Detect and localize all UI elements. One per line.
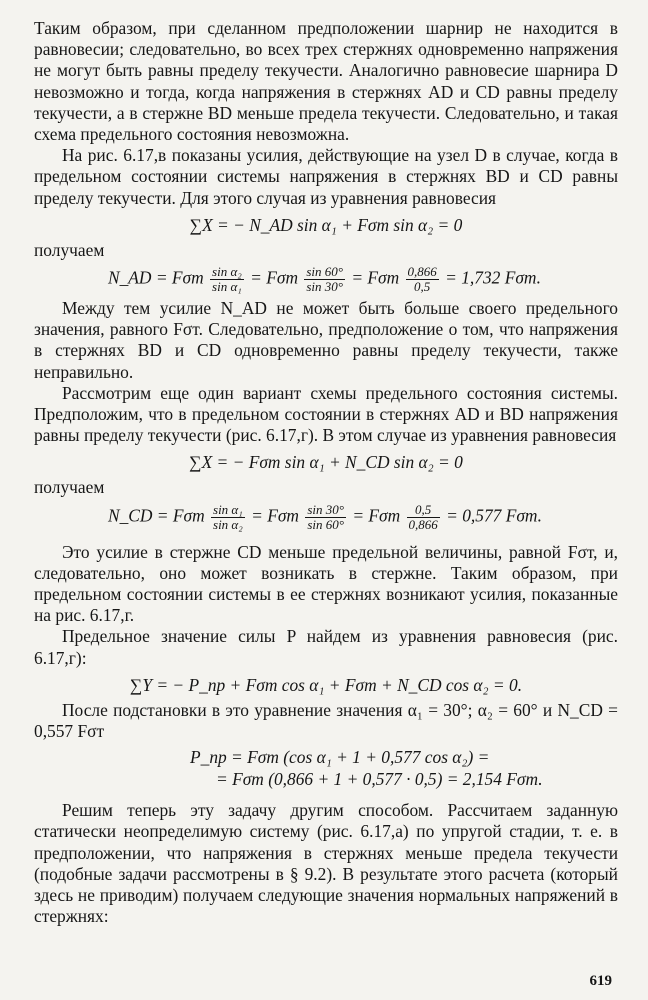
fraction-numerator: sin 60° bbox=[306, 264, 343, 280]
eq-n-cd-mid-1: = Fσт bbox=[251, 505, 299, 526]
fraction-numerator: sin α₁ bbox=[213, 501, 243, 517]
paragraph-9: После подстановки в это уравнение значения α₁ = 30°; α₂ = 60° и N_CD = 0,557 Fσт bbox=[34, 699, 618, 742]
equation-n-cd bbox=[108, 503, 618, 532]
fraction-numerator: 0,866 bbox=[407, 264, 437, 280]
page-number: 619 bbox=[589, 973, 612, 989]
fraction-numerator: 0,5 bbox=[407, 503, 440, 518]
paragraph-2: На рис. 6.17,в показаны усилия, действующие на узел D в случае, когда в предельном состоянии системы напряжения в стержнях BD и CD равны пределу текучести. Для этого случая из уравнения равновесия bbox=[34, 145, 618, 208]
equation-n-ad bbox=[108, 265, 618, 294]
eq-n-cd-rhs: = 0,577 Fσт. bbox=[446, 505, 543, 526]
eq-n-cd-mid-2: = Fσт bbox=[352, 505, 401, 526]
fraction-denominator: 0,866 bbox=[408, 516, 438, 532]
paragraph-4: Между тем усилие N_AD не может быть больше своего предельного значения, равного Fσт. Следовательно, предположение о том, что напряжения в стержнях BD и CD одновременно равны пределу текучести, также неправильно. bbox=[34, 298, 618, 382]
eq-n-ad-mid-1: = Fσт bbox=[250, 267, 298, 288]
eq-n-cd-fraction-2 bbox=[305, 503, 346, 532]
equation-p-limit bbox=[190, 746, 618, 790]
eq-n-ad-fraction-2 bbox=[304, 265, 345, 294]
fraction-numerator: sin α₂ bbox=[212, 264, 242, 280]
eq-p-limit-line-1: P_пр = Fσт (cos α₁ + 1 + 0,577 cos α₂) = bbox=[190, 747, 490, 768]
equation-sum-x-1: ∑X = − N_AD sin α₁ + Fσт sin α₂ = 0 bbox=[189, 214, 463, 235]
paragraph-1: Таким образом, при сделанном предположении шарнир не находится в равновесии; следовательно, во всех трех стержнях одновременно напряжения не могут быть равны пределу текучести. Аналогично равновесие шарнира D невозможно и тогда, когда напряжения в стержнях AD и CD равны пределу текучести, а в стержне BD меньше предела текучести. Следовательно, и такая схема предельного состояния невозможна. bbox=[34, 18, 618, 145]
fraction-denominator: 0,5 bbox=[414, 279, 431, 295]
eq-n-cd-fraction-3 bbox=[407, 503, 440, 532]
paragraph-8: Предельное значение силы P найдем из уравнения равновесия (рис. 6.17,г): bbox=[34, 626, 618, 668]
paragraph-6: получаем bbox=[34, 477, 105, 498]
eq-n-cd-lhs: N_CD = Fσт bbox=[108, 505, 205, 526]
eq-n-ad-lhs: N_AD = Fσт bbox=[108, 267, 204, 288]
eq-n-ad-fraction-1 bbox=[210, 265, 244, 294]
fraction-denominator: sin α₂ bbox=[213, 516, 243, 532]
paragraph-10: Решим теперь эту задачу другим способом. Рассчитаем заданную статически неопределимую систему (рис. 6.17,а) по упругой стадии, т. е. в предположении, что напряжения в стержнях меньше предела текучести (подобные задачи рассмотрены в § 9.2). В результате этого расчета (который здесь не приводим) получаем следующие значения нормальных напряжений в стержнях: bbox=[34, 800, 618, 927]
eq-p-limit-line-2: = Fσт (0,866 + 1 + 0,577 · 0,5) = 2,154 Fσт. bbox=[216, 769, 543, 790]
paragraph-7: Это усилие в стержне CD меньше предельной величины, равной Fσт, и, следовательно, оно может возникать в стержне. Таким образом, при предельном состоянии системы в ее стержнях возникают усилия, показанные на рис. 6.17,г. bbox=[34, 541, 618, 626]
fraction-denominator: sin α₁ bbox=[212, 279, 242, 295]
fraction-numerator: sin 30° bbox=[307, 501, 344, 517]
equation-sum-y: ∑Y = − P_пр + Fσт cos α₁ + Fσт + N_CD cos α₂ = 0. bbox=[129, 674, 523, 695]
eq-n-ad-rhs: = 1,732 Fσт. bbox=[445, 267, 542, 288]
paragraph-3: получаем bbox=[34, 239, 105, 260]
eq-n-ad-fraction-3 bbox=[406, 265, 439, 294]
eq-n-ad-mid-2: = Fσт bbox=[351, 267, 400, 288]
eq-n-cd-fraction-1 bbox=[211, 503, 245, 532]
equation-sum-x-2: ∑X = − Fσт sin α₁ + N_CD sin α₂ = 0 bbox=[189, 452, 463, 473]
paragraph-5: Рассмотрим еще один вариант схемы предельного состояния системы. Предположим, что в предельном состоянии в стержнях AD и BD напряжения равны пределу текучести (рис. 6.17,г). В этом случае из уравнения равновесия bbox=[34, 382, 618, 446]
fraction-denominator: sin 60° bbox=[307, 516, 344, 532]
fraction-denominator: sin 30° bbox=[306, 279, 343, 295]
